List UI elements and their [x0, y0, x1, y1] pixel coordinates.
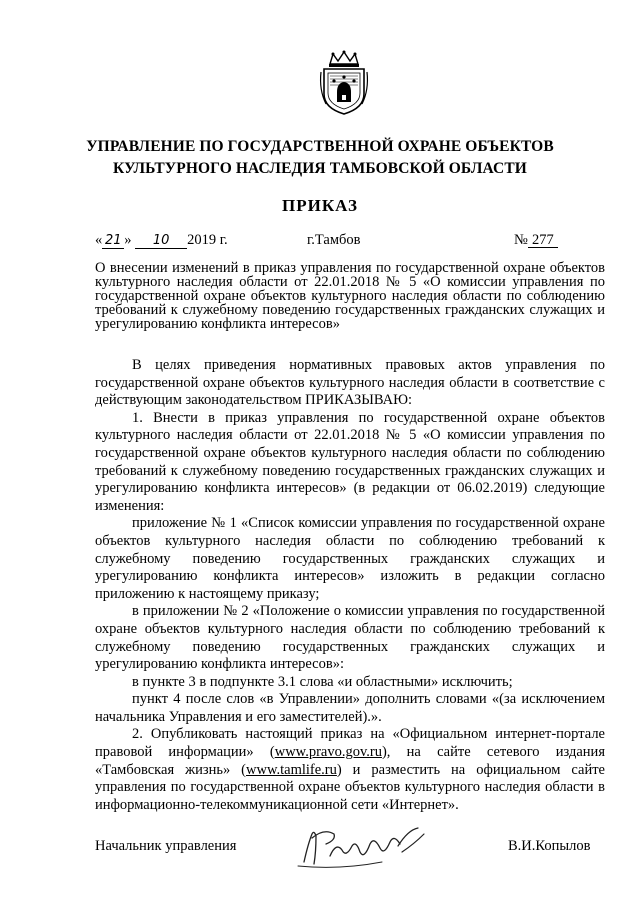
- signatory-name: В.И.Копылов: [508, 838, 591, 854]
- document-city: г.Тамбов: [307, 232, 361, 248]
- item-2-text-b: ), на сайте сетевого издания «Тамбовская жизнь» (: [95, 744, 605, 778]
- paragraph-point-4: пункт 4 после слов «в Управлении» дополнить словами «(за исключением начальника Управления и его заместителей).».: [95, 691, 605, 725]
- link-tamlife[interactable]: www.tamlife.ru: [246, 761, 337, 778]
- organization-name-line2: КУЛЬТУРНОГО НАСЛЕДИЯ ТАМБОВСКОЙ ОБЛАСТИ: [113, 160, 527, 177]
- paragraph-preamble: В целях приведения нормативных правовых актов управления по государственной охране объектов культурного наследия области в соответствие с действующим законодательством ПРИКАЗЫВАЮ:: [95, 357, 605, 409]
- item-2-text-a: 2. Опубликовать настоящий приказ на «Официальном интернет-портале правовой информации» (: [95, 726, 605, 761]
- paragraph-appendix-2: в приложении № 2 «Положение о комиссии управления по государственной охране объектов культурного наследия области по соблюдению требований к служебному поведению государственных гражданских служащих и урегулированию конфликта интересов»:: [95, 603, 605, 673]
- date-day: 21: [102, 234, 124, 249]
- handwritten-signature: [290, 822, 440, 874]
- number-value: 277: [528, 233, 558, 248]
- date-quote-close: »: [124, 232, 132, 248]
- date-month: 10: [135, 234, 187, 249]
- document-type-title: ПРИКАЗ: [282, 196, 358, 215]
- document-body: [95, 357, 605, 814]
- document-subject: О внесении изменений в приказ управления по государственной охране объектов культурного наследия области от 22.01.2018 № 5 «О комиссии управления по государственной охране объектов культурного наследия области по соблюдению требований к служебному поведению государственных гражданских служащих и урегулированию конфликта интересов»: [95, 260, 605, 332]
- coat-of-arms-icon: [318, 50, 370, 116]
- date-quote-open: «: [95, 232, 103, 248]
- paragraph-point-3: в пункте 3 в подпункте 3.1 слова «и областными» исключить;: [132, 673, 513, 690]
- paragraph-appendix-1: приложение № 1 «Список комиссии управления по государственной охране объектов культурного наследия области по соблюдению требований к служебному поведению государственных гражданских служащих и урегулированию конфликта интересов» изложить в редакции согласно приложению к настоящему приказу;: [95, 515, 605, 602]
- number-sign: №: [514, 232, 528, 248]
- organization-name-line1: УПРАВЛЕНИЕ ПО ГОСУДАРСТВЕННОЙ ОХРАНЕ ОБЪЕКТОВ: [86, 138, 554, 155]
- signatory-title: Начальник управления: [95, 838, 237, 854]
- document-number: [514, 232, 558, 249]
- document-date: [95, 232, 228, 249]
- link-pravo[interactable]: www.pravo.gov.ru: [274, 744, 382, 761]
- date-year: 2019 г.: [187, 232, 228, 248]
- item-2-text-c: ) и разместить на официальном сайте управления по государственной охране объектов культурного наследия области в информационно-телекоммуникационной сети «Интернет».: [95, 761, 605, 813]
- paragraph-item-2: [95, 726, 605, 814]
- paragraph-item-1: 1. Внести в приказ управления по государственной охране объектов культурного наследия области от 22.01.2018 № 5 «О комиссии управления по государственной охране объектов культурного наследия области по соблюдению требований к служебному поведению государственных гражданских служащих и урегулированию конфликта интересов» (в редакции от 06.02.2019) следующие изменения:: [95, 409, 605, 514]
